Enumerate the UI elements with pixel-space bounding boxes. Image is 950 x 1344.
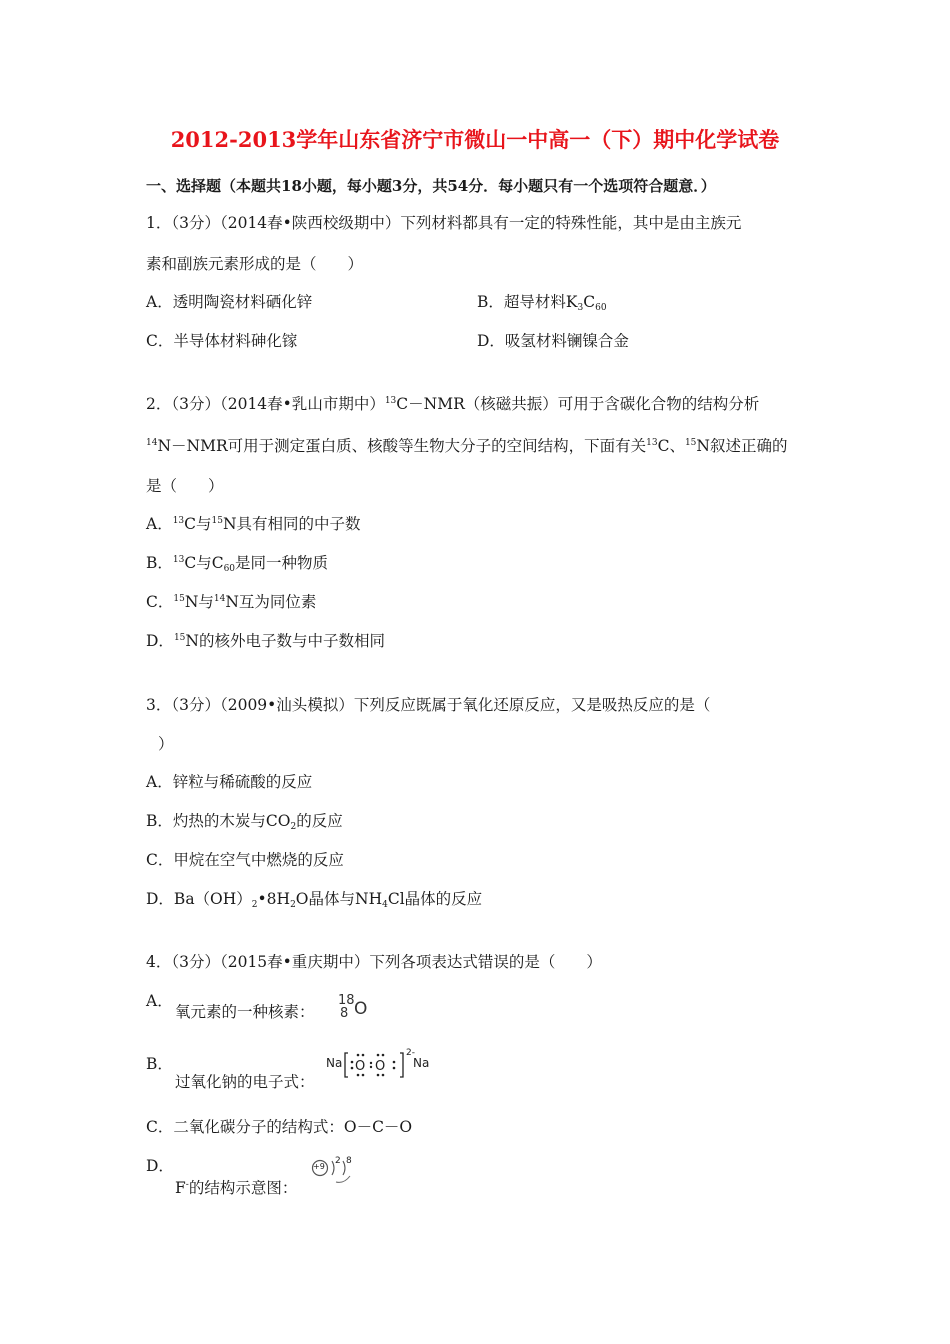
q1-option-b: B．超导材料$K_3C_{60}$ <box>477 293 607 313</box>
q1-option-a: A．透明陶瓷材料硒化锌 <box>146 293 313 311</box>
sodium-peroxide-electron-formula <box>326 1050 434 1080</box>
q3-stem-line2: ） <box>158 735 174 753</box>
q2-option-b: B．$^{13}$C与$C_{60}$是同一种物质 <box>146 554 329 574</box>
q3-option-c: C．甲烷在空气中燃烧的反应 <box>146 851 344 869</box>
q2-option-c: C．$^{15}$N与$^{14}$N互为同位素 <box>146 593 317 611</box>
q2-option-d: D．$^{15}$N的核外电子数与中子数相同 <box>146 632 385 650</box>
q2-stem-line1: 2．（3分）（2014春•乳山市期中）$^{13}$C－NMR（核磁共振）可用于含碳化合物的结构分析 <box>146 395 760 413</box>
q2-stem-line3: 是（ ） <box>146 477 224 495</box>
q4-option-a-text: 氧元素的一种核素： <box>175 1003 315 1021</box>
q3-option-b: B．灼热的木炭与$CO_2$的反应 <box>146 812 343 832</box>
q1-option-c: C．半导体材料砷化镓 <box>146 332 298 350</box>
q4-stem: 4．（3分）（2015春•重庆期中）下列各项表达式错误的是（ ） <box>146 953 602 971</box>
q4-option-d-label: D． <box>146 1157 174 1175</box>
q3-option-d: D．$Ba(OH)_2•8H_2O$晶体与$NH_4Cl$晶体的反应 <box>146 890 483 910</box>
q3-stem-line1: 3．（3分）（2009•汕头模拟）下列反应既属于氧化还原反应，又是吸热反应的是（ <box>146 696 711 714</box>
peroxide-bracket-icon <box>343 1050 405 1080</box>
nucleus-charge: +9 <box>313 1162 325 1171</box>
section-heading: 一、选择题（本题共18小题，每小题3分，共54分．每小题只有一个选项符合题意．） <box>146 177 716 195</box>
sodium-label-2: Na <box>413 1056 430 1070</box>
q3-option-a: A．锌粒与稀硫酸的反应 <box>146 773 313 791</box>
shell-1-count: 2 <box>335 1156 341 1166</box>
oxygen-nuclide-symbol: 18 8 O <box>338 993 368 1021</box>
q1-stem-line2: 素和副族元素形成的是（ ） <box>146 255 364 273</box>
q4-option-b-label: B． <box>146 1055 173 1073</box>
charge-label: 2- <box>406 1048 415 1058</box>
exam-title: 2012-2013学年山东省济宁市微山一中高一（下）期中化学试卷 <box>170 127 780 152</box>
svg-text:O: O <box>375 1059 386 1074</box>
q4-option-c: C．二氧化碳分子的结构式：O－C－O <box>146 1118 413 1136</box>
fluoride-structure-diagram <box>310 1158 356 1190</box>
sodium-label: Na <box>326 1056 343 1070</box>
q4-option-a-label: A． <box>146 992 173 1010</box>
svg-text:O: O <box>355 1059 366 1074</box>
q1-option-d: D．吸氢材料镧镍合金 <box>477 332 629 350</box>
q2-option-a: A．$^{13}$C与$^{15}$N具有相同的中子数 <box>146 515 361 533</box>
q4-option-d-text: F-的结构示意图： <box>175 1179 298 1197</box>
q2-stem-line2: $^{14}$N－NMR可用于测定蛋白质、核酸等生物大分子的空间结构，下面有关$^{13}$C、$^{15}$N叙述正确的 <box>146 437 788 455</box>
q1-stem-line1: 1．（3分）（2014春•陕西校级期中）下列材料都具有一定的特殊性能，其中是由主族元 <box>146 214 742 232</box>
shell-2-count: 8 <box>346 1156 352 1166</box>
q4-option-b-text: 过氧化钠的电子式： <box>175 1073 315 1091</box>
